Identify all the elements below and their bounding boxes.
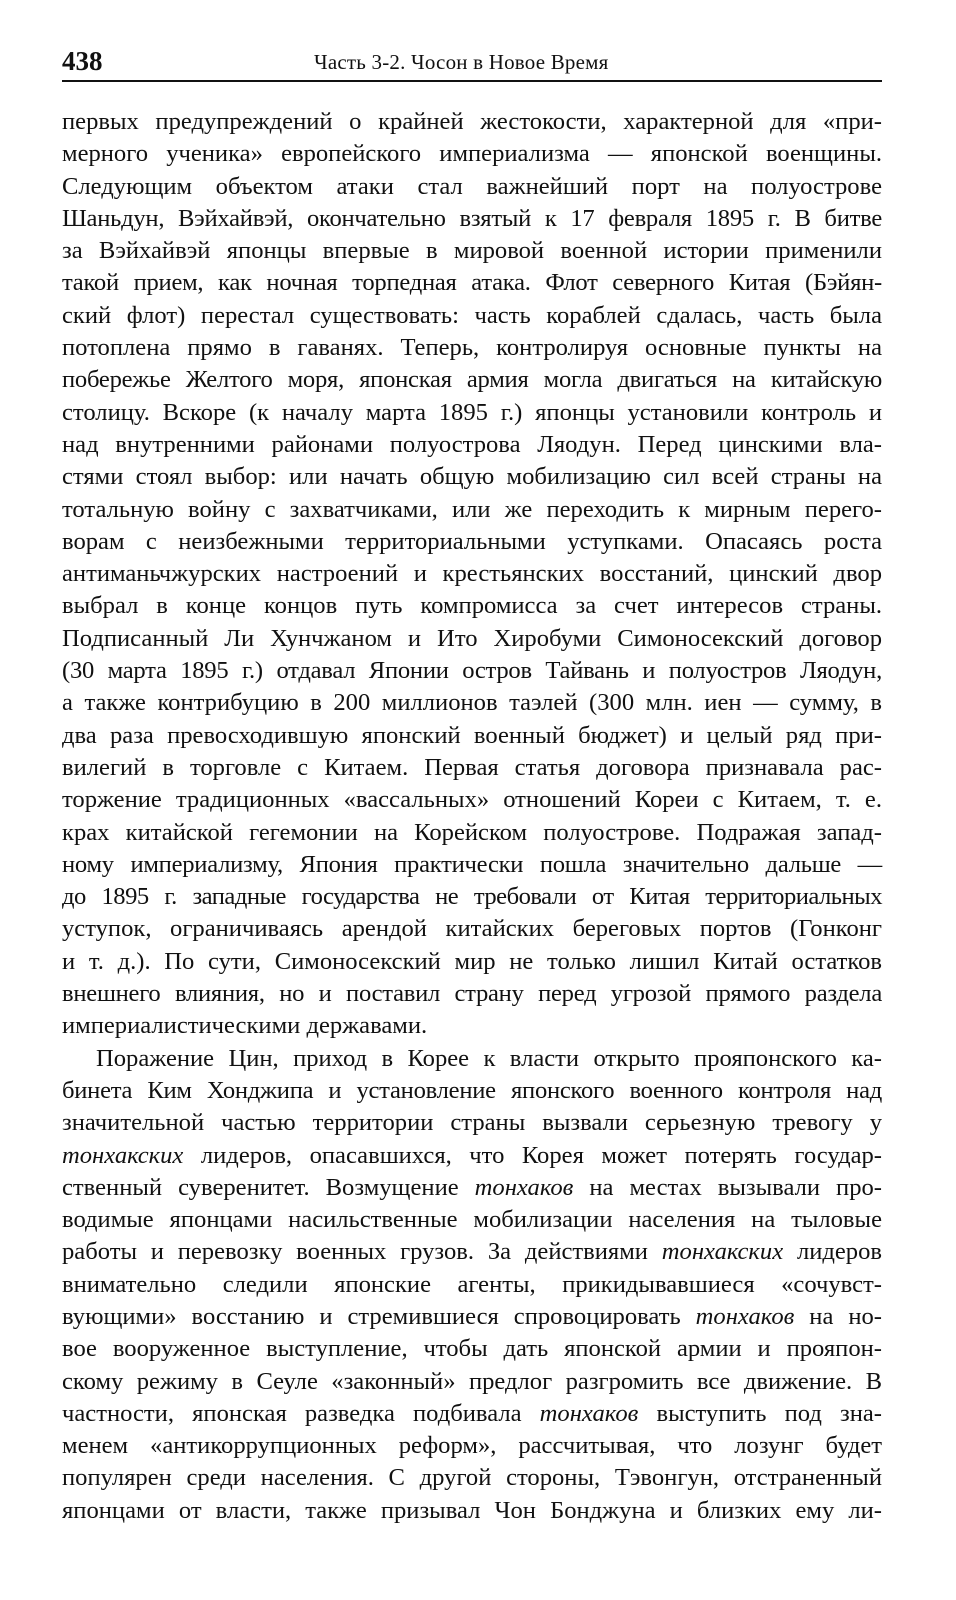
text-line: скому режиму в Сеуле «законный» предлог разгромить все движение. В [62,1367,882,1395]
text-line: столицу. Вскоре (к началу марта 1895 г.) японцы установили контроль и [62,398,882,426]
line-segment: ственный суверенитет. Возмущение [62,1173,475,1201]
italic-term: тонхакских [62,1141,184,1169]
text-line: японцами от власти, также призывал Чон Бонджуна и близких ему ли- [62,1496,882,1524]
text-line: вилегий в торговле с Китаем. Первая статья договора признавала рас- [62,753,882,781]
paragraph-2 [62,1043,882,1527]
text-line: внешнего влияния, но и поставил страну перед угрозой прямого раздела [62,980,882,1008]
text-line: такой прием, как ночная торпедная атака. Флот северного Китая (Бэйян- [62,269,882,297]
text-line: два раза превосходившую японский военный бюджет) и целый ряд при- [62,721,882,749]
text-line: империалистическими державами. [62,1012,428,1040]
text-line: антиманьчжурских настроений и крестьянских восстаний, цинский двор [62,560,882,588]
text-line: выбрал в конце концов путь компромисса за счет интересов страны. [62,592,882,620]
line-segment: лидеров [783,1238,883,1266]
line-segment: работы и перевозку военных грузов. За действиями [62,1238,662,1266]
text-line: Шаньдун, Вэйхайвэй, окончательно взятый к 17 февраля 1895 г. В битве [62,204,882,232]
text-line: за Вэйхайвэй японцы впервые в мировой военной истории применили [62,237,882,265]
text-line [62,1398,882,1430]
text-line: и т. д.). По сути, Симоносекский мир не только лишил Китай остатков [62,947,882,975]
text-line: уступок, ограничиваясь арендой китайских береговых портов (Гонконг [62,915,882,943]
paragraph-1 [62,106,882,1043]
italic-term: тонхаков [695,1302,795,1330]
text-line: значительной частью территории страны вызвали серьезную тревогу у [62,1109,882,1137]
text-line: первых предупреждений о крайней жестокости, характерной для «при- [62,108,882,135]
running-title: Часть 3-2. Чосон в Новое Время [314,50,609,74]
text-line: внимательно следили японские агенты, прикидывавшиеся «сочувст- [62,1270,882,1298]
line-segment: лидеров, опасавшихся, что Корея может потерять государ- [183,1141,882,1169]
line-segment: вующими» восстанию и стремившиеся спровоцировать [62,1302,696,1330]
text-line [62,1301,882,1333]
text-line: а также контрибуцию в 200 миллионов таэлей (300 млн. иен — сумму, в [62,689,882,717]
text-line [62,1140,882,1172]
line-segment: на но- [794,1302,882,1330]
text-line: побережье Желтого моря, японская армия могла двигаться на китайскую [62,366,882,394]
text-line: бинета Ким Хонджипа и установление японского военного контроля над [62,1076,882,1104]
text-line: популярен среди населения. С другой стороны, Тэвонгун, отстраненный [62,1464,882,1492]
line-segment: частности, японская разведка подбивала [62,1399,540,1427]
text-line: потоплена прямо в гаванях. Теперь, контролируя основные пункты на [62,334,882,362]
running-header [62,40,882,82]
line-segment: выступить под зна- [638,1399,882,1427]
text-line: Поражение Цин, приход в Корее к власти открыто прояпонского ка- [96,1044,882,1072]
text-line: вое вооруженное выступление, чтобы дать японской армии и прояпон- [62,1335,882,1363]
page-number: 438 [62,46,103,76]
italic-term: тонхакских [661,1238,784,1266]
line-segment: на местах вызывали про- [573,1173,882,1201]
text-line: тотальную войну с захватчиками, или же переходить к мирным перего- [62,495,882,523]
text-line: стями стоял выбор: или начать общую мобилизацию сил всей страны на [62,463,882,491]
text-line: над внутренними районами полуострова Ляодун. Перед цинскими вла- [62,430,882,458]
text-line: менем «антикоррупционных реформ», рассчитывая, что лозунг будет [62,1432,882,1460]
text-line: ному империализму, Япония практически пошла значительно дальше — [62,850,882,878]
text-line: водимые японцами насильственные мобилизации населения на тыловые [62,1206,882,1234]
text-line: мерного ученика» европейского империализма — японской военщины. [62,140,882,168]
text-line: ворам с неизбежными территориальными уступками. Опасаясь роста [62,527,882,555]
text-line: до 1895 г. западные государства не требовали от Китая территориальных [62,883,882,911]
italic-term: тонхаков [474,1173,574,1201]
text-line: Подписанный Ли Хунчжаном и Ито Хиробуми Симоносекский договор [62,624,882,652]
text-line: Следующим объектом атаки стал важнейший порт на полуострове [62,172,882,200]
text-line: (30 марта 1895 г.) отдавал Японии остров Тайвань и полуостров Ляодун, [62,657,882,685]
text-line: торжение традиционных «вассальных» отношений Кореи с Китаем, т. е. [62,786,882,814]
text-line [62,1172,882,1204]
italic-term: тонхаков [539,1399,639,1427]
main-text [62,106,882,1527]
text-line [62,1236,882,1268]
text-line: крах китайской гегемонии на Корейском полуострове. Подражая запад- [62,818,882,846]
text-line: ский флот) перестал существовать: часть кораблей сдалась, часть была [62,301,882,329]
